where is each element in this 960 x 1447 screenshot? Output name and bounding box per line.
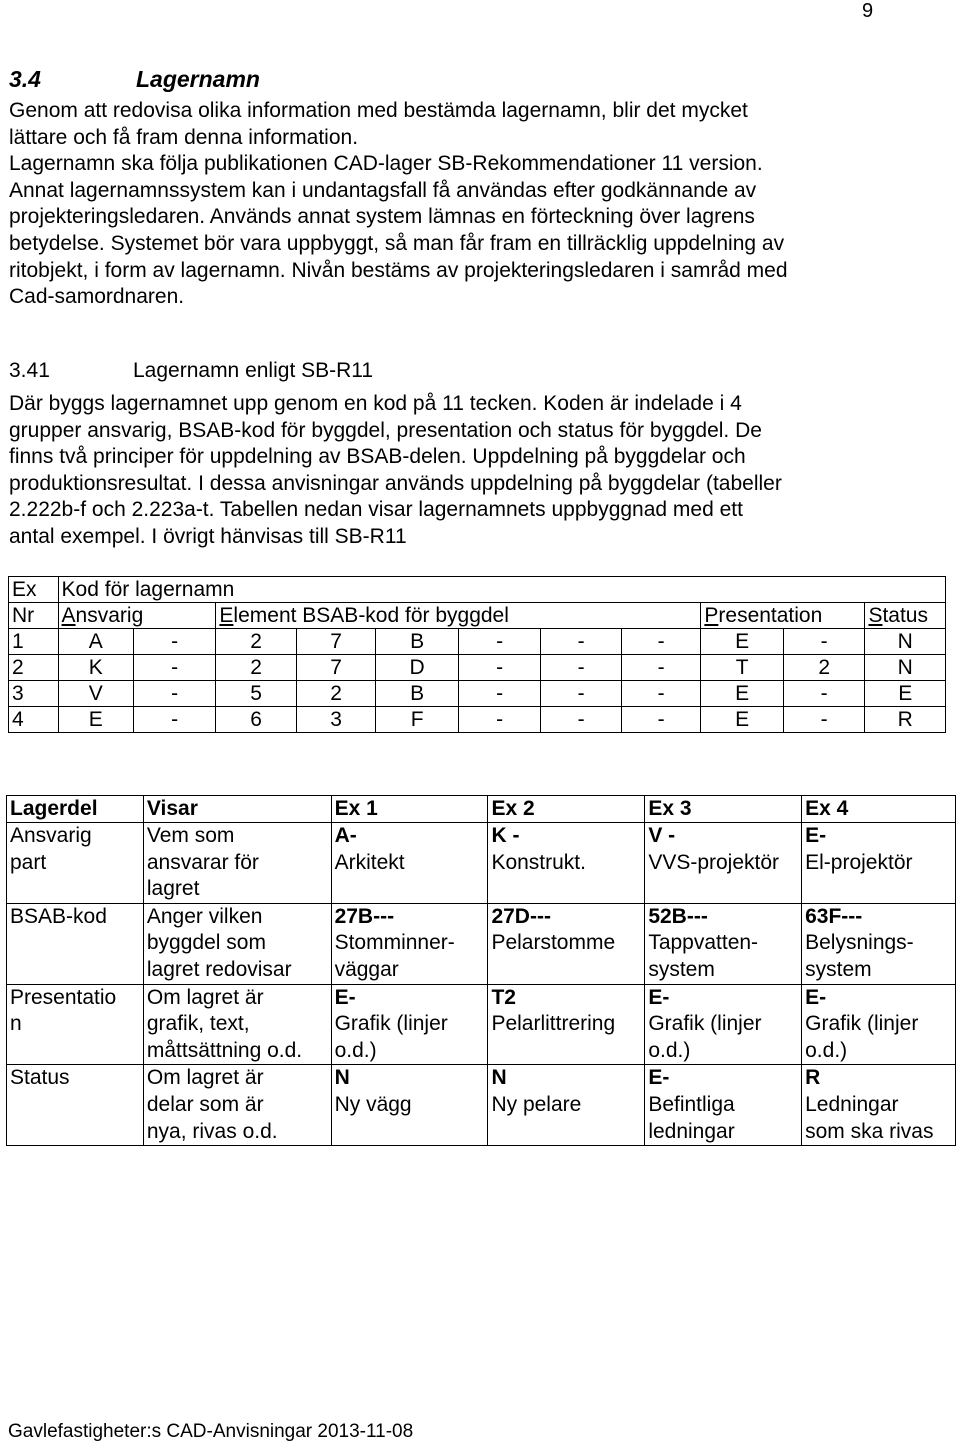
code-cell: E bbox=[701, 681, 784, 707]
code-cell: B bbox=[376, 681, 459, 707]
intro-line: Lagernamn ska följa publikationen CAD-lager SB-Rekommendationer 11 version. bbox=[9, 152, 763, 176]
code-cell: - bbox=[458, 707, 541, 733]
code-cell: A bbox=[58, 629, 133, 655]
code-cell: 2 bbox=[9, 655, 59, 681]
example-cell: 27B--- Stomminner- väggar bbox=[331, 903, 488, 984]
code-table-title: Kod för lagernamn bbox=[58, 577, 945, 603]
example-cell: T2 Pelarlittrering bbox=[488, 984, 645, 1065]
code-cell: 1 bbox=[9, 629, 59, 655]
sub-line: antal exempel. I övrigt hänvisas till SB-R11 bbox=[9, 524, 407, 548]
code-cell: E bbox=[701, 629, 784, 655]
code-cell: 5 bbox=[216, 681, 296, 707]
code-cell: - bbox=[621, 629, 700, 655]
lagerdel-cell: Status bbox=[7, 1065, 144, 1146]
code-cell: V bbox=[58, 681, 133, 707]
code-cell: 2 bbox=[216, 655, 296, 681]
code-table-group-row bbox=[9, 603, 946, 629]
code-cell: 2 bbox=[216, 629, 296, 655]
code-cell: - bbox=[621, 707, 700, 733]
visar-cell: Om lagret är delar som är nya, rivas o.d. bbox=[143, 1065, 331, 1146]
table-row bbox=[7, 903, 956, 984]
intro-line: Cad-samordnaren. bbox=[9, 285, 185, 309]
intro-line: Annat lagernamnssystem kan i undantagsfall få användas efter godkännande av bbox=[9, 178, 757, 202]
subsection-paragraph bbox=[9, 391, 949, 551]
section-heading bbox=[9, 66, 260, 93]
ex-header: Ex bbox=[9, 577, 59, 603]
code-cell: T bbox=[701, 655, 784, 681]
column-header: Lagerdel bbox=[7, 796, 144, 823]
code-table-title-row bbox=[9, 577, 946, 603]
column-header: Visar bbox=[143, 796, 331, 823]
code-cell: - bbox=[133, 655, 216, 681]
code-cell: - bbox=[458, 629, 541, 655]
sub-line: finns två principer för uppdelning av BSAB-delen. Uppdelning på byggdelar och bbox=[9, 445, 746, 469]
code-cell: E bbox=[58, 707, 133, 733]
code-cell: K bbox=[58, 655, 133, 681]
table-row bbox=[9, 655, 946, 681]
sub-line: produktionsresultat. I dessa anvisningar används uppdelning på byggdelar (tabeller bbox=[9, 471, 782, 495]
example-cell: E- Grafik (linjer o.d.) bbox=[331, 984, 488, 1065]
intro-paragraph bbox=[9, 98, 949, 311]
code-cell: - bbox=[541, 655, 621, 681]
code-cell: - bbox=[133, 629, 216, 655]
table-row bbox=[7, 823, 956, 904]
code-cell: 7 bbox=[296, 629, 375, 655]
code-cell: 7 bbox=[296, 655, 375, 681]
code-cell: - bbox=[458, 655, 541, 681]
code-cell: E bbox=[865, 681, 946, 707]
sub-line: Där byggs lagernamnet upp genom en kod på 11 tecken. Koden är indelade i 4 bbox=[9, 392, 742, 415]
code-cell: 3 bbox=[9, 681, 59, 707]
subsection-heading bbox=[9, 359, 373, 383]
table-row bbox=[9, 629, 946, 655]
example-cell: 52B--- Tappvatten- system bbox=[645, 903, 802, 984]
group-presentation: Presentation bbox=[701, 603, 865, 629]
code-cell: 4 bbox=[9, 707, 59, 733]
column-header: Ex 3 bbox=[645, 796, 802, 823]
code-cell: E bbox=[701, 707, 784, 733]
table-row bbox=[9, 681, 946, 707]
code-cell: R bbox=[865, 707, 946, 733]
layer-table bbox=[6, 795, 956, 1146]
example-cell: N Ny pelare bbox=[488, 1065, 645, 1146]
group-element: Element BSAB-kod för byggdel bbox=[216, 603, 701, 629]
code-cell: F bbox=[376, 707, 459, 733]
code-cell: - bbox=[541, 707, 621, 733]
lagerdel-cell: BSAB-kod bbox=[7, 903, 144, 984]
column-header: Ex 4 bbox=[802, 796, 956, 823]
example-cell: K - Konstrukt. bbox=[488, 823, 645, 904]
example-cell: E- Grafik (linjer o.d.) bbox=[645, 984, 802, 1065]
example-cell: E- Befintliga ledningar bbox=[645, 1065, 802, 1146]
intro-line: lättare och få fram denna information. bbox=[9, 125, 359, 149]
example-cell: E- El-projektör bbox=[802, 823, 956, 904]
intro-line: ritobjekt, i form av lagernamn. Nivån bestäms av projekteringsledaren i samråd med bbox=[9, 258, 788, 282]
visar-cell: Vem som ansvarar för lagret bbox=[143, 823, 331, 904]
code-cell: - bbox=[458, 681, 541, 707]
table-row bbox=[7, 1065, 956, 1146]
example-cell: N Ny vägg bbox=[331, 1065, 488, 1146]
visar-cell: Om lagret är grafik, text, måttsättning o.d. bbox=[143, 984, 331, 1065]
group-ansvarig: Ansvarig bbox=[58, 603, 216, 629]
nr-header: Nr bbox=[9, 603, 59, 629]
code-cell: - bbox=[133, 707, 216, 733]
code-cell: N bbox=[865, 655, 946, 681]
code-cell: 6 bbox=[216, 707, 296, 733]
code-cell: D bbox=[376, 655, 459, 681]
lagerdel-cell: Presentatio n bbox=[7, 984, 144, 1065]
intro-line: Genom att redovisa olika information med bestämda lagernamn, blir det mycket bbox=[9, 99, 748, 122]
code-cell: - bbox=[541, 629, 621, 655]
code-cell: N bbox=[865, 629, 946, 655]
code-cell: - bbox=[783, 681, 865, 707]
code-cell: 3 bbox=[296, 707, 375, 733]
sub-line: grupper ansvarig, BSAB-kod för byggdel, presentation och status för byggdel. De bbox=[9, 418, 762, 442]
subsection-number: 3.41 bbox=[9, 359, 50, 382]
lagerdel-cell: Ansvarig part bbox=[7, 823, 144, 904]
section-number: 3.4 bbox=[9, 66, 41, 92]
example-cell: 63F--- Belysnings- system bbox=[802, 903, 956, 984]
example-cell: V - VVS-projektör bbox=[645, 823, 802, 904]
code-cell: - bbox=[783, 629, 865, 655]
column-header: Ex 2 bbox=[488, 796, 645, 823]
code-cell: - bbox=[621, 655, 700, 681]
visar-cell: Anger vilken byggdel som lagret redovisar bbox=[143, 903, 331, 984]
intro-line: betydelse. Systemet bör vara uppbyggt, så man får fram en tillräcklig uppdelning av bbox=[9, 231, 785, 255]
code-cell: - bbox=[133, 681, 216, 707]
section-title: Lagernamn bbox=[136, 66, 260, 92]
group-status: Status bbox=[865, 603, 946, 629]
example-cell: A- Arkitekt bbox=[331, 823, 488, 904]
code-cell: 2 bbox=[783, 655, 865, 681]
table-row bbox=[7, 984, 956, 1065]
example-cell: R Ledningar som ska rivas bbox=[802, 1065, 956, 1146]
layer-table-header bbox=[7, 796, 956, 823]
code-cell: 2 bbox=[296, 681, 375, 707]
code-cell: B bbox=[376, 629, 459, 655]
code-cell: - bbox=[621, 681, 700, 707]
page-footer: Gavlefastigheter:s CAD-Anvisningar 2013-11-08 bbox=[8, 1421, 414, 1442]
code-cell: - bbox=[541, 681, 621, 707]
subsection-title: Lagernamn enligt SB-R11 bbox=[133, 359, 374, 382]
sub-line: 2.222b-f och 2.223a-t. Tabellen nedan visar lagernamnets uppbyggnad med ett bbox=[9, 498, 743, 522]
intro-line: projekteringsledaren. Används annat system lämnas en förteckning över lagrens bbox=[9, 205, 755, 229]
page-number: 9 bbox=[862, 0, 874, 22]
example-cell: E- Grafik (linjer o.d.) bbox=[802, 984, 956, 1065]
code-cell: - bbox=[783, 707, 865, 733]
code-table bbox=[8, 576, 946, 733]
column-header: Ex 1 bbox=[331, 796, 488, 823]
example-cell: 27D--- Pelarstomme bbox=[488, 903, 645, 984]
table-row bbox=[9, 707, 946, 733]
